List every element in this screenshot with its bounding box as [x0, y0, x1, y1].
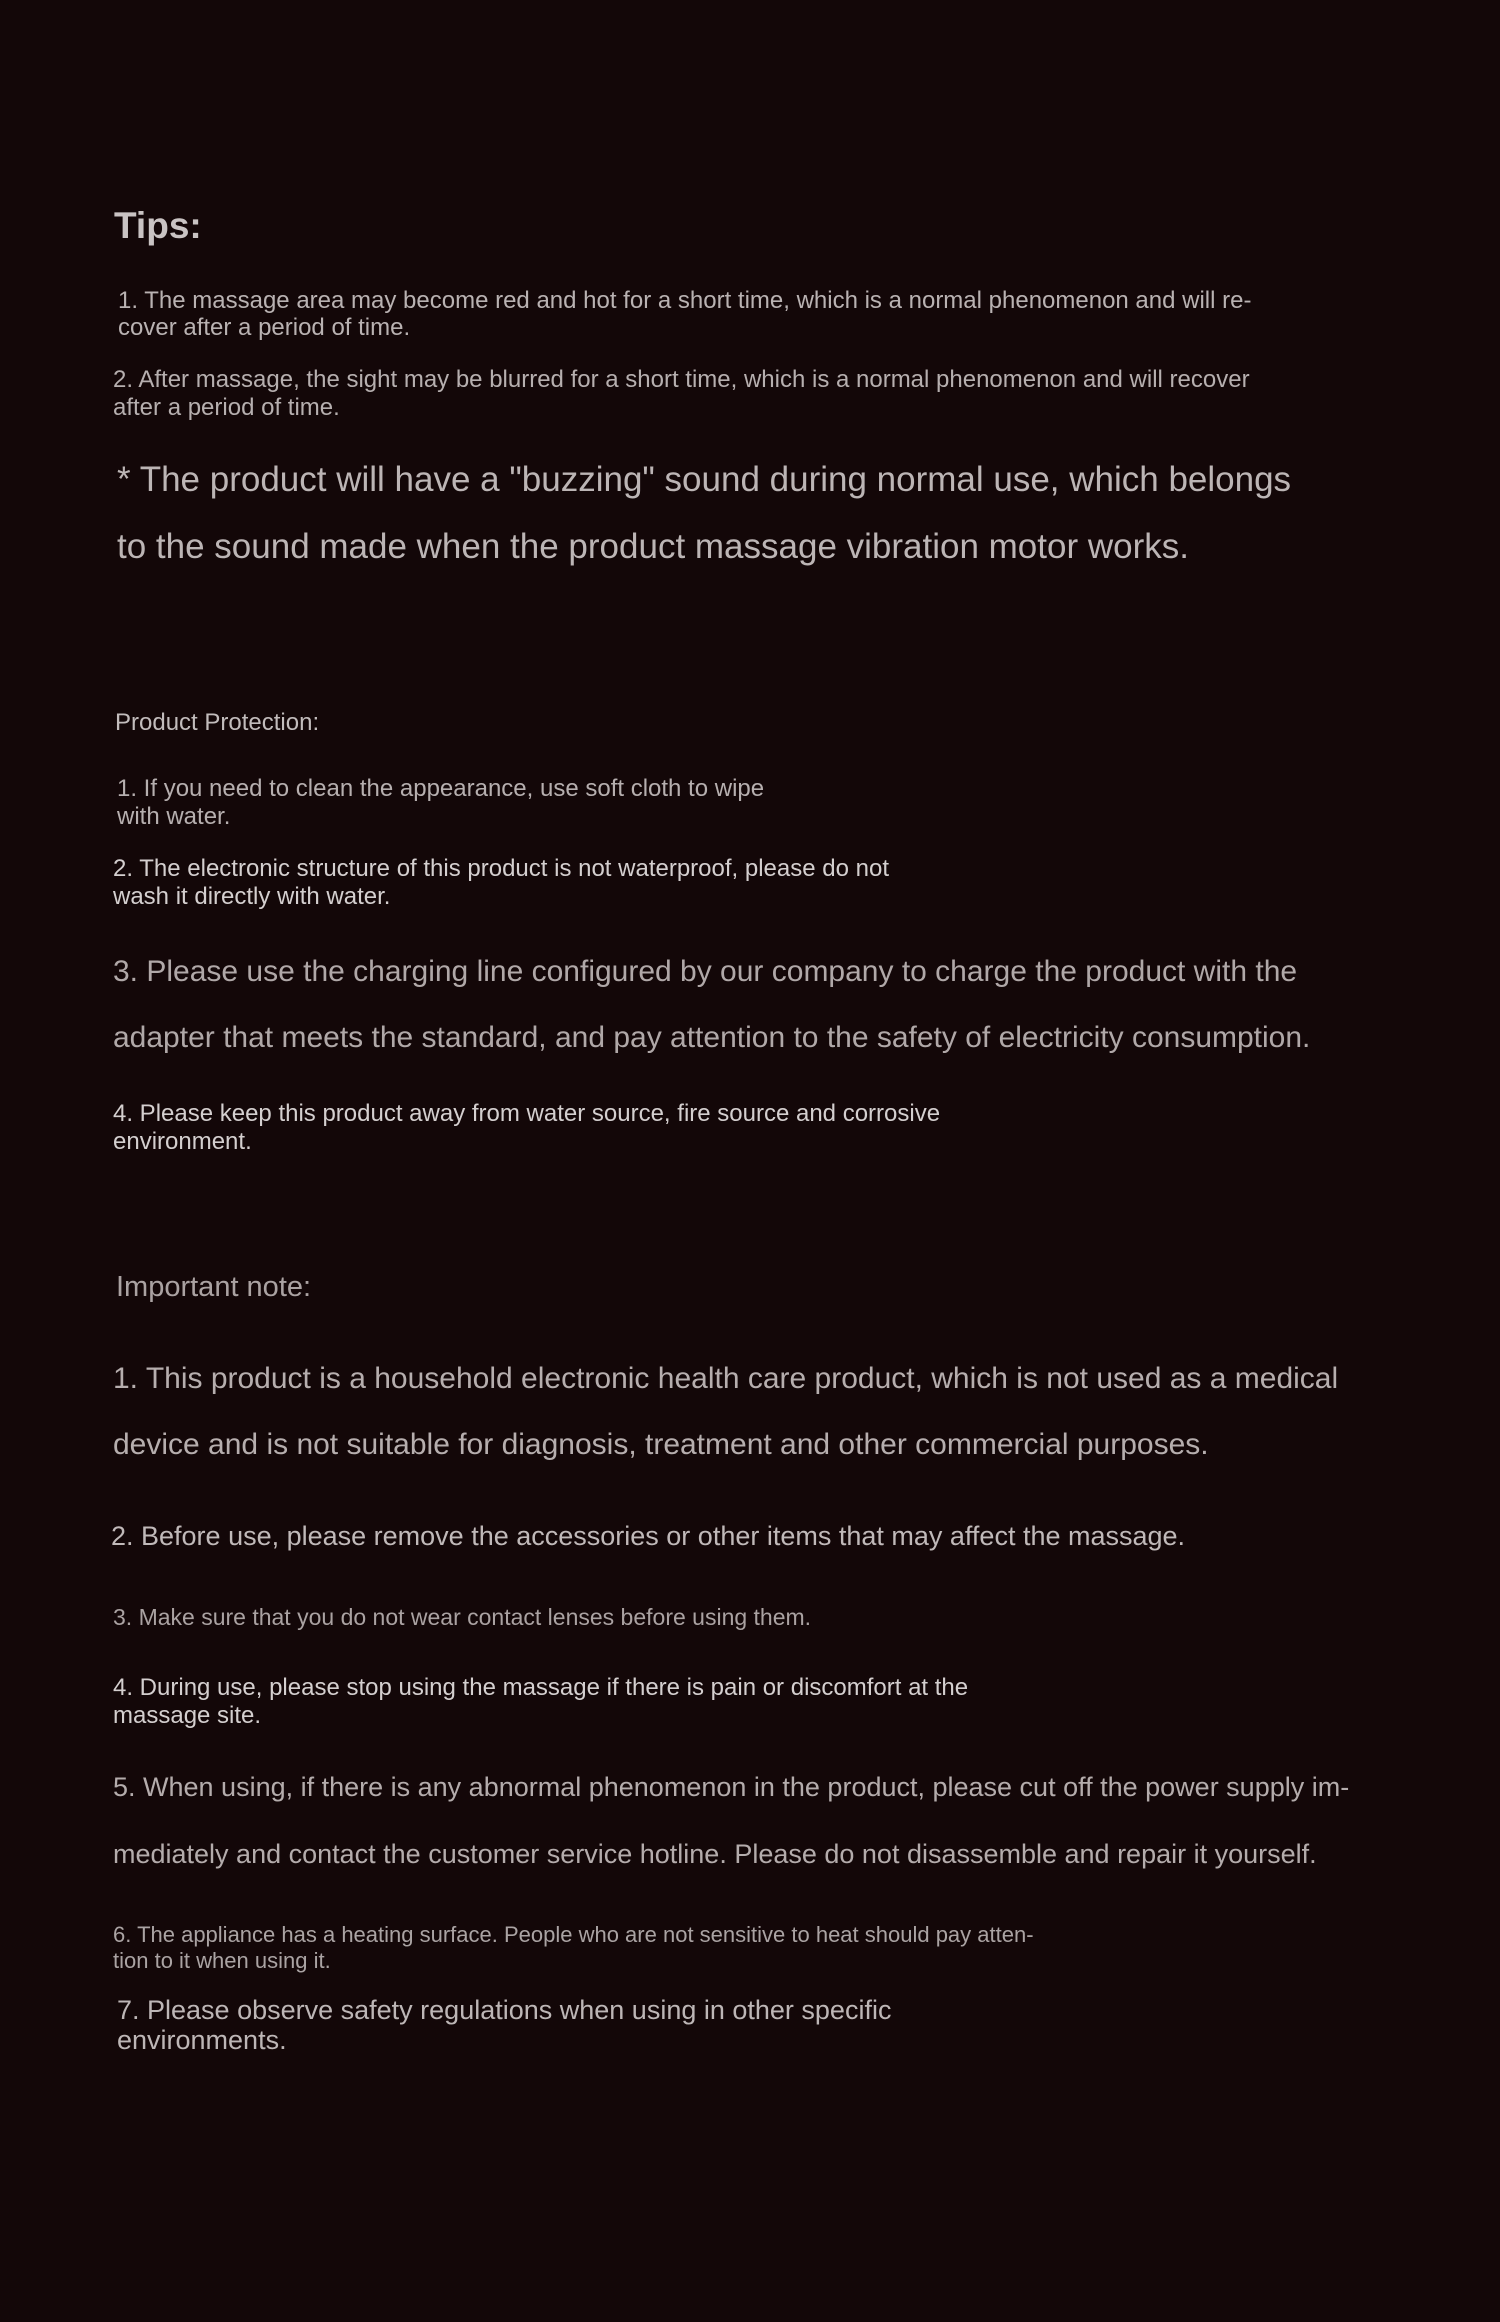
protection-item-2: 2. The electronic structure of this product is not waterproof, please do not wash it directly with water.	[113, 855, 889, 910]
tips-item-1: 1. The massage area may become red and hot for a short time, which is a normal phenomenon and will re- cover after a period of time.	[118, 287, 1252, 341]
protection-item-1: 1. If you need to clean the appearance, use soft cloth to wipe with water.	[117, 775, 765, 830]
tips-item-2: 2. After massage, the sight may be blurred for a short time, which is a normal phenomenon and will recover after a period of time.	[113, 366, 1250, 421]
important-item-6: 6. The appliance has a heating surface. People who are not sensitive to heat should pay atten- tion to it when using it.	[113, 1922, 1034, 1973]
protection-item-4: 4. Please keep this product away from water source, fire source and corrosive environment.	[113, 1100, 941, 1155]
important-item-5: 5. When using, if there is any abnormal phenomenon in the product, please cut off the power supply im- mediately and contact the customer service hotline. Please do not disassemble and repair it yourself.	[113, 1772, 1350, 1869]
important-item-7: 7. Please observe safety regulations when using in other specific environments.	[117, 1995, 892, 2055]
important-item-1: 1. This product is a household electronic health care product, which is not used as a medical device and is not suitable for diagnosis, treatment and other commercial purposes.	[113, 1362, 1339, 1461]
protection-item-3: 3. Please use the charging line configured by our company to charge the product with the adapter that meets the standard, and pay attention to the safety of electricity consumption.	[113, 955, 1311, 1054]
tips-sound-note: * The product will have a "buzzing" sound during normal use, which belongs to the sound made when the product massage vibration motor works.	[117, 460, 1292, 566]
important-item-2: 2. Before use, please remove the accessories or other items that may affect the massage.	[111, 1521, 1186, 1551]
important-item-4: 4. During use, please stop using the massage if there is pain or discomfort at the massage site.	[113, 1674, 969, 1729]
important-item-3: 3. Make sure that you do not wear contact lenses before using them.	[113, 1604, 812, 1630]
tips-heading: Tips:	[114, 205, 202, 246]
important-heading: Important note:	[116, 1271, 312, 1303]
protection-heading: Product Protection:	[115, 709, 320, 736]
